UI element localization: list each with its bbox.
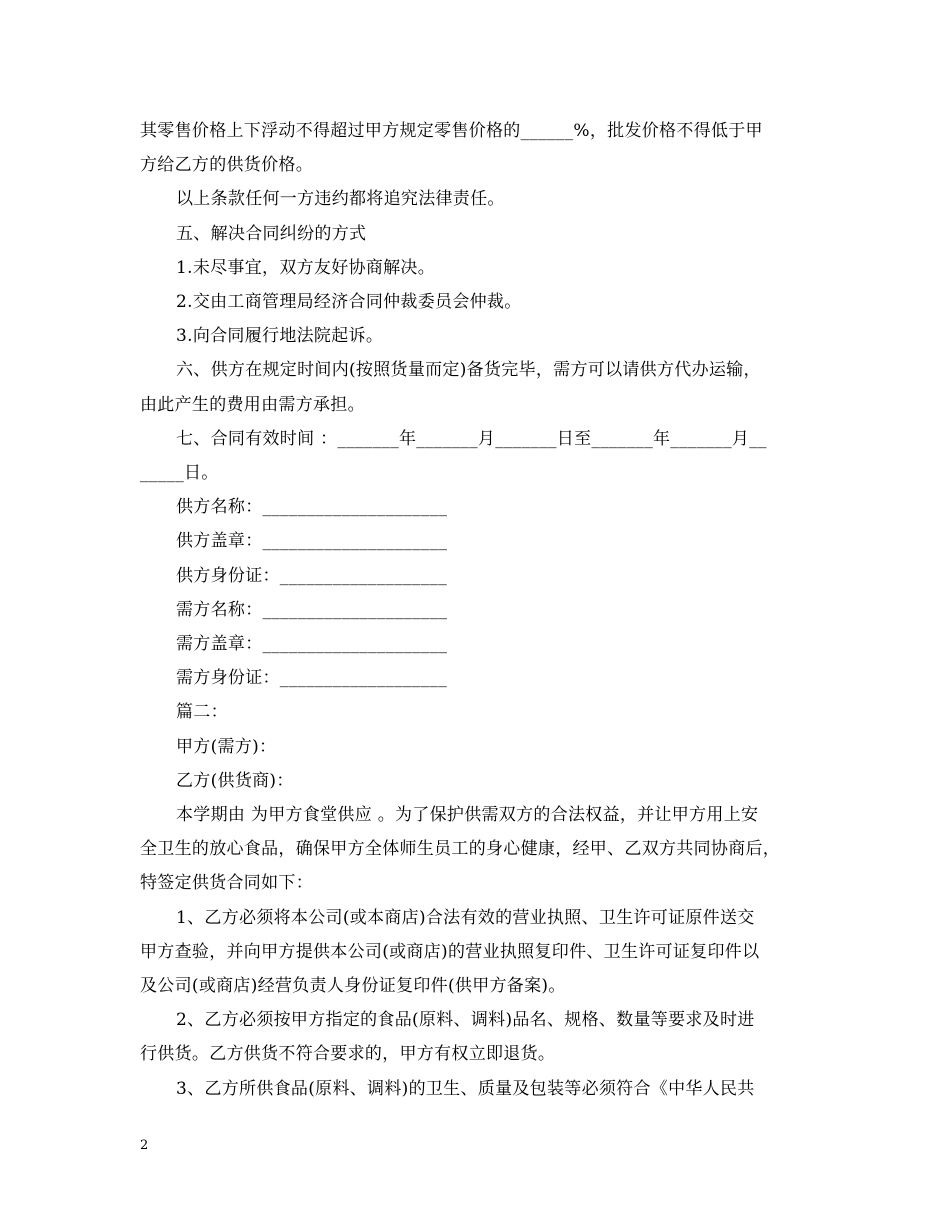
clause-text: 甲方查验，并向甲方提供本公司(或商店)的营业执照复印件、卫生许可证复印件以 <box>140 942 760 962</box>
signature-field: 供方名称：_____________________ <box>176 497 448 517</box>
section-heading: 七、合同有效时间 ：_______年_______月_______日至_______年_______月__ <box>176 429 767 449</box>
text-line: 全卫生的放心食品，确保甲方全体师生员工的身心健康，经甲、乙双方共同协商后， <box>140 839 781 859</box>
list-item: 3.向合同履行地法院起诉。 <box>176 326 384 346</box>
signature-field: 需方名称：_____________________ <box>176 600 448 620</box>
clause-text: 2、乙方必须按甲方指定的食品(原料、调料)品名、规格、数量等要求及时进 <box>176 1010 755 1030</box>
clause-text: 3、乙方所供食品(原料、调料)的卫生、质量及包装等必须符合《中华人民共 <box>176 1079 755 1099</box>
text-line: 以上条款任何一方违约都将追究法律责任。 <box>176 189 505 209</box>
signature-field: 需方盖章：_____________________ <box>176 634 448 654</box>
section-heading: 篇二： <box>176 702 228 722</box>
section-heading: 六、供方在规定时间内(按照货量而定)备货完毕，需方可以请供方代办运输， <box>176 360 761 380</box>
page-number: 2 <box>140 1138 149 1153</box>
clause-text: 及公司(或商店)经营负责人身份证复印件(供甲方备案)。 <box>140 976 566 996</box>
text-line: 其零售价格上下浮动不得超过甲方规定零售价格的______%，批发价格不得低于甲 <box>140 121 763 141</box>
text-line: 方给乙方的供货价格。 <box>140 155 313 175</box>
clause-text: 行供货。乙方供货不符合要求的，甲方有权立即退货。 <box>140 1044 556 1064</box>
list-item: 2.交由工商管理局经济合同仲裁委员会仲裁。 <box>176 292 522 312</box>
text-line: 由此产生的费用由需方承担。 <box>140 395 365 415</box>
text-line: 本学期由 为甲方食堂供应 。为了保护供需双方的合法权益，并让甲方用上安 <box>176 805 759 825</box>
section-heading: 五、解决合同纠纷的方式 <box>176 224 367 244</box>
list-item: 1.未尽事宜，双方友好协商解决。 <box>176 258 436 278</box>
text-line: _____日。 <box>140 463 219 483</box>
signature-field: 供方盖章：_____________________ <box>176 531 448 551</box>
signature-field: 供方身份证：___________________ <box>176 566 447 586</box>
party-label: 乙方(供货商)： <box>176 771 294 791</box>
text-line: 特签定供货合同如下： <box>140 873 313 893</box>
party-label: 甲方(需方)： <box>176 737 277 757</box>
signature-field: 需方身份证：___________________ <box>176 668 447 688</box>
clause-text: 1、乙方必须将本公司(或本商店)合法有效的营业执照、卫生许可证原件送交 <box>176 908 755 928</box>
